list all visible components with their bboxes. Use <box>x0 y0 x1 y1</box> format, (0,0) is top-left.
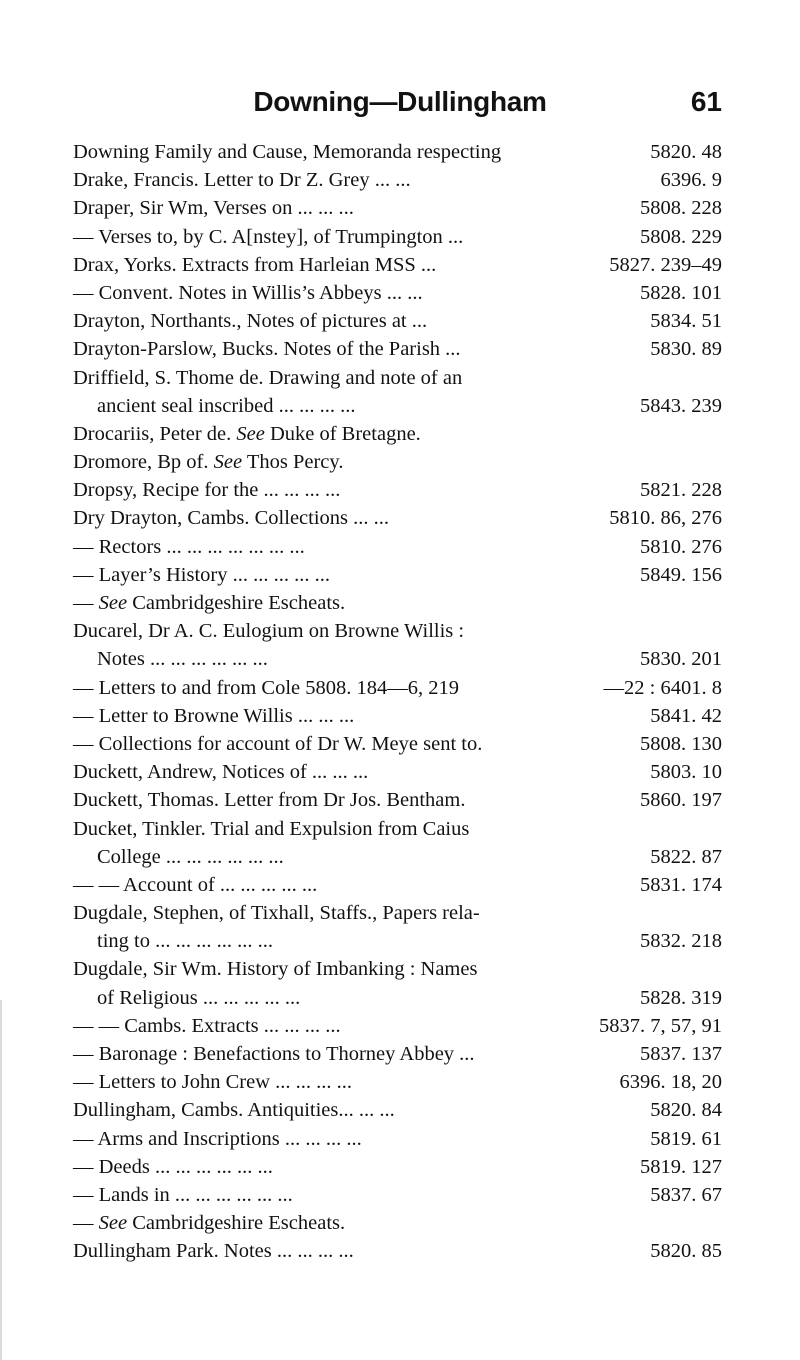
index-entry-reference: 5830. 89 <box>650 338 722 361</box>
index-entry <box>0 335 800 363</box>
index-entry-reference: 5828. 101 <box>640 281 722 304</box>
index-entry-reference: 5841. 42 <box>650 704 722 727</box>
index-entry-text: — Letters to and from Cole 5808. 184—6, 219 <box>73 676 460 699</box>
index-entry-reference: 6396. 9 <box>660 169 722 192</box>
index-entry-reference: 5808. 130 <box>640 732 722 755</box>
index-entry-reference: 5828. 319 <box>640 986 722 1009</box>
index-entry-text: — Collections for account of Dr W. Meye sent to. <box>73 732 483 755</box>
index-entry-text: of Religious ... ... ... ... ... <box>97 986 301 1009</box>
index-entry <box>0 899 800 927</box>
index-entry-text: Downing Family and Cause, Memoranda respecting <box>73 141 502 163</box>
index-entry <box>0 674 800 702</box>
index-entry <box>0 279 800 307</box>
index-entry <box>0 194 800 222</box>
index-entry-reference: 5830. 201 <box>640 648 722 671</box>
index-entry <box>0 1153 800 1181</box>
page-title: Downing—Dullingham <box>253 86 547 117</box>
entry-prefix: — <box>73 592 99 614</box>
index-entry <box>0 533 800 561</box>
index-entry-text: Drayton-Parslow, Bucks. Notes of the Parish ... <box>73 338 461 361</box>
index-entry <box>0 955 800 983</box>
index-entries <box>0 138 800 1266</box>
index-entry <box>0 1209 800 1237</box>
index-entry-reference: 5820. 84 <box>650 1099 722 1122</box>
index-entry-text: Driffield, S. Thome de. Drawing and note of an <box>73 366 463 389</box>
index-entry <box>0 223 800 251</box>
index-entry <box>0 702 800 730</box>
index-entry-text: Ducket, Tinkler. Trial and Expulsion from Caius <box>73 817 470 840</box>
index-entry <box>0 927 800 955</box>
index-entry <box>0 758 800 786</box>
index-entry-text: — Rectors ... ... ... ... ... ... ... <box>73 535 305 558</box>
index-entry-text: Dropsy, Recipe for the ... ... ... ... <box>73 479 341 502</box>
index-entry-reference: 5832. 218 <box>640 930 722 953</box>
index-entry <box>0 364 800 392</box>
index-entry-text: — Convent. Notes in Willis’s Abbeys ... ... <box>73 281 423 304</box>
index-entry-reference: 6396. 18, 20 <box>619 1071 722 1094</box>
index-entry-reference: 5808. 228 <box>640 197 722 220</box>
index-entry-text: Drake, Francis. Letter to Dr Z. Grey ... ... <box>73 169 411 192</box>
index-entry-text: Dugdale, Sir Wm. History of Imbanking : Names <box>73 958 478 981</box>
index-entry <box>0 815 800 843</box>
index-entry <box>0 392 800 420</box>
index-entry-reference: 5820. 85 <box>650 1240 722 1263</box>
index-entry-reference: 5831. 174 <box>640 873 722 896</box>
index-entry <box>0 1181 800 1209</box>
index-entry-reference: 5837. 67 <box>650 1183 722 1206</box>
index-entry <box>0 984 800 1012</box>
see-reference: See <box>98 592 128 614</box>
index-entry-reference: 5843. 239 <box>640 394 722 417</box>
page-header <box>0 86 800 126</box>
index-entry <box>0 251 800 279</box>
index-entry-text: — Baronage : Benefactions to Thorney Abbey ... <box>73 1043 475 1065</box>
index-entry <box>0 1237 800 1265</box>
index-entry-text: College ... ... ... ... ... ... <box>97 845 284 868</box>
page-number: 61 <box>690 86 722 117</box>
index-entry-text: Dry Drayton, Cambs. Collections ... ... <box>73 507 390 530</box>
index-entry-text: — Layer’s History ... ... ... ... ... <box>73 563 330 586</box>
index-entry-reference: 5822. 87 <box>650 845 722 868</box>
index-entry-reference: 5837. 7, 57, 91 <box>599 1014 722 1037</box>
index-entry-text <box>73 448 343 476</box>
index-entry-reference: 5819. 127 <box>640 1155 722 1178</box>
index-entry-reference: 5803. 10 <box>650 761 722 784</box>
see-reference: See <box>213 451 243 474</box>
index-entry-text: Dullingham Park. Notes ... ... ... ... <box>73 1240 354 1263</box>
index-entry-text: Ducarel, Dr A. C. Eulogium on Browne Willis : <box>73 620 465 643</box>
entry-prefix: Drocariis, Peter de. <box>73 422 237 445</box>
index-entry-text: — Lands in ... ... ... ... ... ... <box>73 1183 293 1206</box>
index-entry <box>0 166 800 194</box>
index-entry-text: Duckett, Thomas. Letter from Dr Jos. Bentham. <box>73 789 466 812</box>
see-reference: See <box>98 1212 128 1235</box>
index-entry <box>0 476 800 504</box>
index-entry-text: — Verses to, by C. A[nstey], of Trumpington ... <box>73 225 464 248</box>
index-entry-text: Draper, Sir Wm, Verses on ... ... ... <box>73 197 354 220</box>
index-entry <box>0 617 800 645</box>
index-entry-text: — — Cambs. Extracts ... ... ... ... <box>73 1014 341 1037</box>
entry-suffix: Duke of Bretagne. <box>264 422 421 445</box>
index-entry-reference: 5837. 137 <box>640 1043 722 1065</box>
index-entry-text <box>73 420 421 448</box>
index-entry-text: Notes ... ... ... ... ... ... <box>97 648 268 671</box>
index-entry-reference: 5810. 276 <box>640 535 722 558</box>
index-entry-reference: 5860. 197 <box>640 789 722 812</box>
entry-suffix: Thos Percy. <box>242 451 344 474</box>
index-entry <box>0 730 800 758</box>
index-entry <box>0 871 800 899</box>
index-entry-reference: —22 : 6401. 8 <box>603 676 722 699</box>
entry-prefix: Dromore, Bp of. <box>73 451 214 474</box>
index-entry-reference: 5834. 51 <box>650 310 722 333</box>
index-entry-reference: 5819. 61 <box>650 1127 722 1150</box>
index-entry <box>0 420 800 448</box>
index-entry-text: Drax, Yorks. Extracts from Harleian MSS ... <box>73 253 437 276</box>
entry-prefix: — <box>73 1212 99 1235</box>
index-entry-text: Duckett, Andrew, Notices of ... ... ... <box>73 761 369 784</box>
index-entry-text: — Deeds ... ... ... ... ... ... <box>73 1155 273 1178</box>
index-entry-text: Dullingham, Cambs. Antiquities... ... ... <box>73 1099 395 1122</box>
index-entry-reference: 5821. 228 <box>640 479 722 502</box>
index-entry-text: — Arms and Inscriptions ... ... ... ... <box>73 1127 362 1150</box>
entry-suffix: Cambridgeshire Escheats. <box>127 592 346 614</box>
index-entry-reference: 5827. 239–49 <box>609 253 722 276</box>
index-entry <box>0 1068 800 1096</box>
index-entry <box>0 645 800 673</box>
index-entry-text: ting to ... ... ... ... ... ... <box>97 930 273 953</box>
index-entry <box>0 1040 800 1068</box>
index-entry <box>0 448 800 476</box>
index-entry-text <box>73 589 345 617</box>
index-entry <box>0 307 800 335</box>
index-entry-reference: 5820. 48 <box>650 141 722 163</box>
index-entry-reference: 5808. 229 <box>640 225 722 248</box>
see-reference: See <box>236 422 265 445</box>
index-entry <box>0 1012 800 1040</box>
index-entry <box>0 561 800 589</box>
page-edge-shadow <box>0 1000 2 1360</box>
index-entry-text <box>73 1209 345 1237</box>
index-entry <box>0 786 800 814</box>
index-entry <box>0 1096 800 1124</box>
index-entry-text: — Letters to John Crew ... ... ... ... <box>73 1071 352 1094</box>
index-entry <box>0 1125 800 1153</box>
index-entry-text: ancient seal inscribed ... ... ... ... <box>97 394 356 417</box>
index-entry-text: — — Account of ... ... ... ... ... <box>73 873 318 896</box>
index-entry <box>0 843 800 871</box>
entry-suffix: Cambridgeshire Escheats. <box>127 1212 346 1235</box>
index-entry <box>0 589 800 617</box>
index-entry-text: — Letter to Browne Willis ... ... ... <box>73 704 355 727</box>
index-entry-text: Drayton, Northants., Notes of pictures at ... <box>73 310 428 333</box>
index-entry-text: Dugdale, Stephen, of Tixhall, Staffs., Papers rela- <box>73 902 480 925</box>
index-entry-reference: 5810. 86, 276 <box>609 507 722 530</box>
index-entry <box>0 138 800 166</box>
index-entry-reference: 5849. 156 <box>640 563 722 586</box>
index-entry <box>0 504 800 532</box>
